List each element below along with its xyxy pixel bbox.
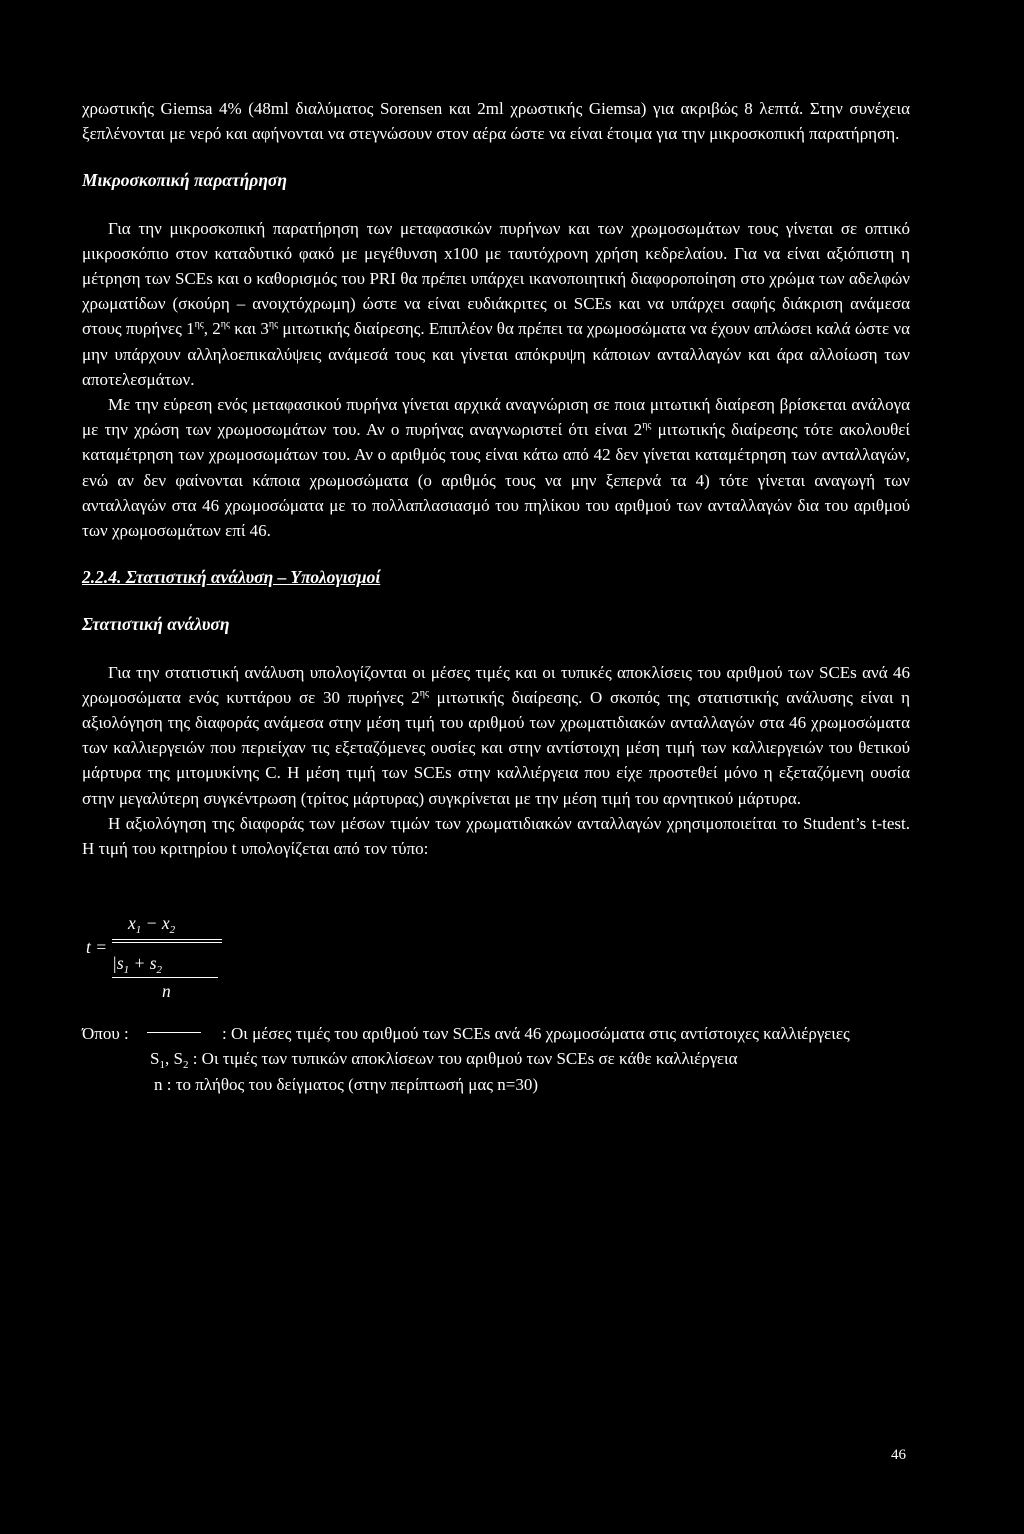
document-page [82,96,910,1097]
paragraph-microscopy: Για την μικροσκοπική παρατήρηση των μεταφασικών πυρήνων και των χρωμοσωμάτων τους γίνεται σε οπτικό μικροσκόπιο στον καταδυτικό φακό με μεγέθυνση x100 με ταυτόχρονη χρήση κεδρελαίου. Για να είναι αξιόπιστη η μέτρηση των SCEs και ο καθορισμός του PRI θα πρέπει υπάρχει ικανοποιητική διαφοροποίηση στο χρώμα των αδελφών χρωματίδων (σκούρη – ανοιχτόχρωμη) ώστε να είναι ευδιάκριτες οι SCEs και να υπάρχει σαφής διάκριση ανάμεσα στους πυρήνες $1^{\eta\varsigma}$, $2^{\eta\varsigma}$ και $3^{\eta\varsigma}$ μιτωτικής διαίρεσης. Επιπλέον θα πρέπει τα χρωμοσώματα να έχουν απλώσει καλά ώστε να μην υπάρχουν αλληλοεπικαλύψεις ανάμεσά τους και γίνεται απόκρυψη κάποιων ανταλλαγών και άρα αλλοίωση των αποτελεσμάτων. [82,218,910,389]
definitions-label: Όπου : [82,1024,129,1044]
mean-bar-symbol [147,1032,201,1033]
fraction-line-double [112,942,222,943]
definition-means-text: : Οι μέσες τιμές του αριθμού των SCEs ανά 46 χρωμοσώματα στις αντίστοιχες καλλιέργειες [222,1024,850,1044]
heading-microscopy: Μικροσκοπική παρατήρηση [82,170,287,191]
page-number: 46 [891,1447,906,1463]
definition-sd: $S_1$, $S_2$ : Οι τιμές των τυπικών αποκλίσεων του αριθμού των SCEs σε κάθε καλλιέργεια [150,1049,738,1072]
formula-denominator: $|s_1 + s_2$ [112,953,162,977]
definitions [82,1021,910,1097]
inner-fraction-line [112,977,218,978]
heading-statistics: Στατιστική ανάλυση [82,614,230,635]
definition-means [82,1021,910,1046]
paragraph-ttest: Η αξιολόγηση της διαφοράς των μέσων τιμών των χρωματιδιακών ανταλλαγών χρησιμοποιείται το Student’s t-test. Η τιμή του κριτηρίου t υπολογίζεται από τον τύπο: [82,813,910,859]
definition-n: n : το πλήθος του δείγματος (στην περίπτωσή μας n=30) [154,1074,538,1094]
fraction-line [112,939,222,940]
paragraph-statistics: Για την στατιστική ανάλυση υπολογίζονται οι μέσες τιμές και οι τυπικές αποκλίσεις του αριθμού των SCEs ανά 46 χρωμοσώματα ενός κυττάρου σε 30 πυρήνες $2^{\eta\varsigma}$ μιτωτικής διαίρεσης. Ο σκοπός της στατιστικής ανάλυσης είναι η αξιολόγηση της διαφοράς ανάμεσα στην μέση τιμή του αριθμού των χρωματιδιακών ανταλλαγών στα 46 χρωμοσώματα των καλλιεργειών που περιείχαν τις εξεταζόμενες ουσίες και στην αντίστοιχη μέση τιμή των καλλιεργειών του θετικού μάρτυρα της μιτομυκίνης C. Η μέση τιμή των SCEs στην καλλιέργεια που είχε προστεθεί μόνο η εξεταζόμενη ουσία στην μεγαλύτερη συγκέντρωση (τρίτος μάρτυρας) συγκρίνεται με την μέση τιμή του αρνητικού μάρτυρα. [82,662,910,808]
formula-n: n [162,981,171,1002]
paragraph-giemsa: χρωστικής Giemsa 4% (48ml διαλύματος Sorensen και 2ml χρωστικής Giemsa) για ακριβώς 8 λεπτά. Στην συνέχεια ξεπλένονται με νερό και αφήνονται να στεγνώσουν στον αέρα ώστε να είναι έτοιμα για την μικροσκοπική παρατήρηση. [82,99,910,144]
t-test-formula [82,891,910,1001]
section-heading-statistics: 2.2.4. Στατιστική ανάλυση – Υπολογισμοί [82,567,381,588]
paragraph-metaphase: Με την εύρεση ενός μεταφασικού πυρήνα γίνεται αρχικά αναγνώριση σε ποια μιτωτική διαίρεση βρίσκεται ανάλογα με την χρώση των χρωμοσωμάτων του. Αν ο πυρήνας αναγνωριστεί ότι είναι $2^{\eta\varsigma}$ μιτωτικής διαίρεσης τότε ακολουθεί καταμέτρηση των χρωμοσωμάτων του. Αν ο αριθμός τους είναι κάτω από 42 δεν γίνεται καταμέτρηση των ανταλλαγών, ενώ αν δεν φαίνονται κάποια χρωμοσώματα (ο αριθμός τους να μην ξεπερνά τα 4) τότε γίνεται αναγωγή των ανταλλαγών στα 46 χρωμοσώματα με το πολλαπλασιασμό του πηλίκου του αριθμού των ανταλλαγών δια του αριθμού των χρωμοσωμάτων επί 46. [82,395,910,541]
formula-numerator: $x_1 - x_2$ [128,913,176,937]
formula-lhs: t = [86,937,108,958]
